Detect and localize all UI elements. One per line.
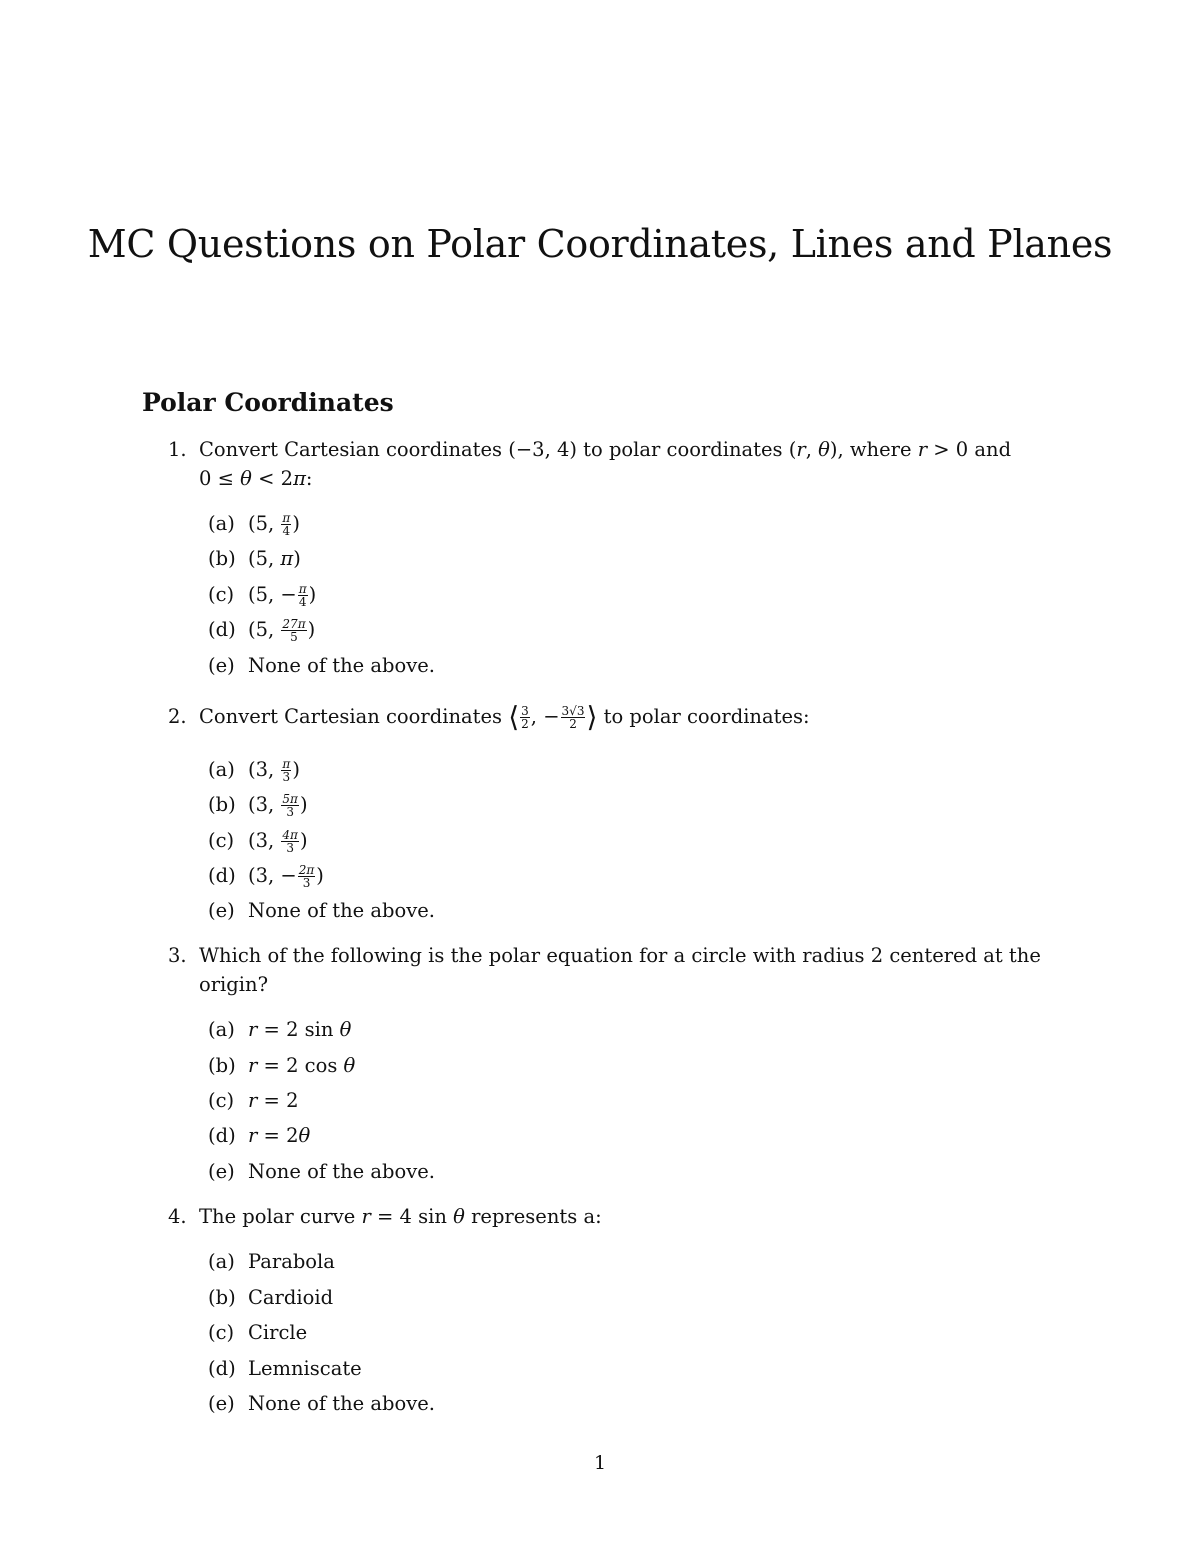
math-var: r [248, 1089, 258, 1112]
fraction [561, 705, 586, 730]
text-fragment: ), where [829, 438, 918, 461]
math-var: r [796, 438, 806, 461]
fraction [281, 793, 299, 818]
option-label: (e) [208, 1392, 235, 1415]
option-text: None of the above. [248, 1160, 435, 1183]
math-var: θ [298, 1124, 311, 1147]
option-text [248, 1121, 310, 1151]
option-text: Circle [248, 1321, 308, 1344]
denominator: 3 [286, 841, 294, 855]
question-number: 2. [168, 705, 187, 728]
option-label: (c) [208, 829, 235, 852]
text-fragment: = 2 cos [257, 1054, 344, 1077]
question-text [199, 700, 810, 735]
text-fragment: = 4 sin [370, 1205, 454, 1228]
option-label: (d) [208, 864, 236, 887]
numerator: 27π [282, 617, 306, 631]
left-angle-bracket: ⟨ [508, 700, 520, 734]
option-label: (b) [208, 1286, 236, 1309]
option-label: (a) [208, 1018, 235, 1041]
fraction [281, 618, 306, 643]
option-text [248, 1015, 351, 1045]
text-fragment: Convert Cartesian coordinates (−3, 4) to polar coordinates ( [199, 438, 797, 461]
question-number: 4. [168, 1205, 187, 1228]
math-var: r [248, 1124, 258, 1147]
numerator: π [282, 757, 291, 771]
text-fragment: = 2 sin [257, 1018, 340, 1041]
option-text [248, 755, 300, 785]
option-label: (b) [208, 547, 236, 570]
text-fragment: (3, [248, 829, 281, 852]
numerator: 4π [282, 828, 298, 842]
option-label: (e) [208, 1160, 235, 1183]
fraction [298, 583, 308, 608]
option-label: (b) [208, 1054, 236, 1077]
denominator: 4 [298, 595, 307, 609]
math-var: r [917, 438, 928, 461]
text-fragment: ) [292, 512, 300, 535]
numerator: π [298, 582, 307, 596]
text-fragment: 0 ≤ [199, 467, 241, 490]
option-text [248, 580, 316, 610]
math-var: θ [818, 438, 830, 461]
option-label: (b) [208, 793, 236, 816]
option-text [248, 826, 308, 856]
fraction [298, 864, 316, 889]
document-title: MC Questions on Polar Coordinates, Lines and Planes [87, 222, 1113, 266]
text-fragment: ) [299, 829, 308, 852]
math-var: r [248, 1018, 258, 1041]
option-text [248, 790, 308, 820]
option-label: (c) [208, 1089, 235, 1112]
text-fragment: ) [316, 864, 324, 887]
option-text [248, 861, 324, 891]
text-fragment: (5, [248, 512, 281, 535]
question-text: Which of the following is the polar equation for a circle with radius 2 centered at the [199, 944, 1041, 967]
text-fragment: , − [530, 705, 560, 728]
option-label: (e) [208, 899, 235, 922]
question-text [199, 435, 1011, 465]
option-text: Cardioid [248, 1286, 334, 1309]
fraction [520, 705, 530, 730]
option-text: None of the above. [248, 899, 435, 922]
question-number: 1. [168, 438, 187, 461]
math-var: r [361, 1205, 371, 1228]
text-fragment: ) [299, 793, 308, 816]
numerator: π [282, 511, 291, 525]
question-3-line-2: origin? [199, 973, 269, 996]
option-label: (a) [208, 512, 235, 535]
denominator: 2 [569, 717, 577, 731]
option-text: Parabola [248, 1250, 335, 1273]
denominator: 3 [282, 770, 291, 784]
text-fragment: > 0 and [927, 438, 1012, 461]
option-label: (d) [208, 1357, 236, 1380]
text-fragment: : [305, 467, 313, 490]
denominator: 4 [282, 524, 291, 538]
math-var: r [248, 1054, 258, 1077]
numerator: 2π [298, 863, 315, 877]
text-fragment: ) [307, 618, 316, 641]
option-text: None of the above. [248, 654, 435, 677]
math-var: π [293, 467, 306, 490]
text-fragment: (5, [248, 547, 281, 570]
fraction [281, 758, 291, 783]
option-text [248, 509, 300, 539]
numerator: 3√3 [561, 704, 585, 718]
question-1-line-2 [199, 464, 312, 494]
option-text [248, 615, 315, 645]
text-fragment: to polar coordinates: [597, 705, 810, 728]
math-var: θ [339, 1018, 352, 1041]
text-fragment: (3, [248, 793, 281, 816]
text-fragment: ) [292, 758, 300, 781]
numerator: 5π [282, 792, 298, 806]
question-number: 3. [168, 944, 187, 967]
fraction [281, 512, 291, 537]
option-label: (d) [208, 618, 236, 641]
numerator: 3 [521, 704, 529, 718]
text-fragment: ) [308, 583, 317, 606]
text-fragment: = 2 [257, 1089, 299, 1112]
math-var: θ [240, 467, 252, 490]
option-label: (c) [208, 1321, 235, 1344]
text-fragment: ) [293, 547, 301, 570]
text-fragment: represents a: [464, 1205, 602, 1228]
denominator: 3 [302, 876, 311, 890]
option-text: Lemniscate [248, 1357, 362, 1380]
math-var: π [280, 547, 294, 570]
option-text [248, 544, 301, 574]
option-text: None of the above. [248, 1392, 435, 1415]
denominator: 5 [290, 630, 298, 644]
option-label: (e) [208, 654, 235, 677]
denominator: 3 [286, 805, 294, 819]
right-angle-bracket: ⟩ [586, 700, 598, 734]
option-label: (d) [208, 1124, 236, 1147]
page-number: 1 [593, 1452, 607, 1474]
question-text [199, 1202, 602, 1232]
text-fragment: The polar curve [199, 1205, 362, 1228]
denominator: 2 [521, 717, 529, 731]
text-fragment: , [805, 438, 819, 461]
option-text [248, 1086, 298, 1116]
math-var: θ [453, 1205, 465, 1228]
text-fragment: < 2 [251, 467, 294, 490]
option-label: (a) [208, 758, 235, 781]
option-text [248, 1051, 355, 1081]
text-fragment: (3, [248, 758, 281, 781]
text-fragment: (5, [248, 618, 281, 641]
text-fragment: Convert Cartesian coordinates [199, 705, 509, 728]
math-var: θ [343, 1054, 356, 1077]
text-fragment: = 2 [257, 1124, 299, 1147]
option-label: (c) [208, 583, 235, 606]
section-heading: Polar Coordinates [142, 388, 394, 417]
text-fragment: (3, − [248, 864, 297, 887]
option-label: (a) [208, 1250, 235, 1273]
text-fragment: (5, − [248, 583, 297, 606]
fraction [281, 829, 299, 854]
